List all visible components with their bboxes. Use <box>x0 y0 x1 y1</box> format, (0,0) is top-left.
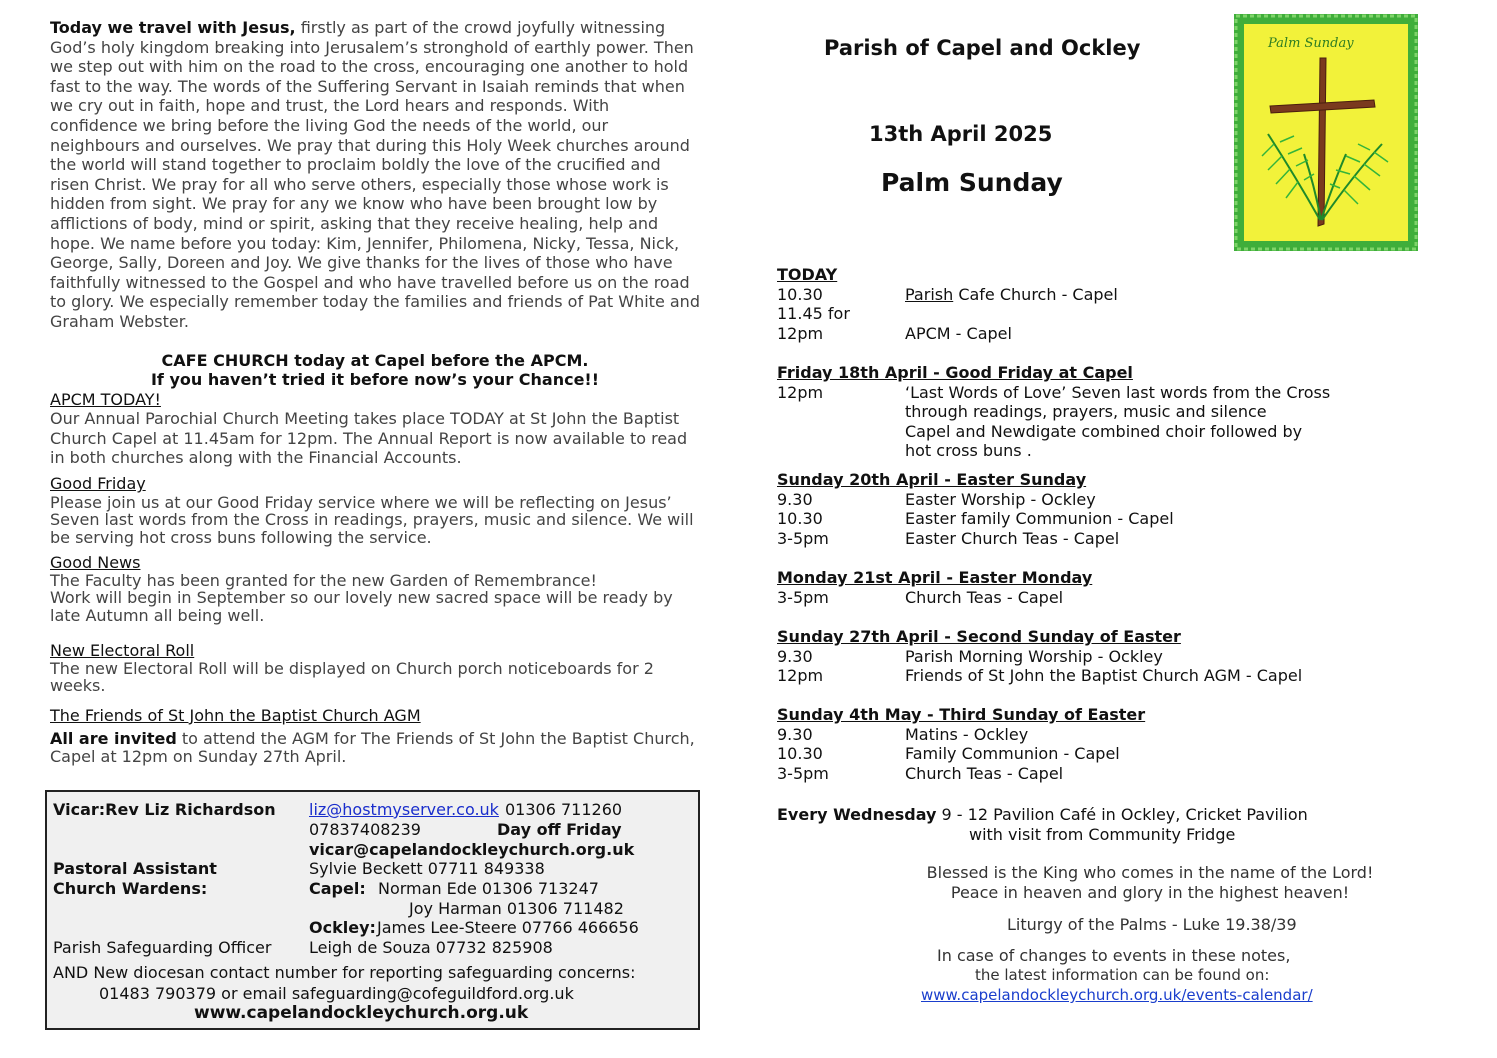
desc <box>905 285 1118 305</box>
parish-title: Parish of Capel and Ockley <box>824 36 1141 60</box>
friends-agm-heading: The Friends of St John the Baptist Church AGM <box>50 705 421 725</box>
verse-line-2: Peace in heaven and glory in the highest heaven! <box>950 883 1350 902</box>
pastoral-value: Sylvie Beckett 07711 849338 <box>309 859 545 878</box>
wednesday-lead: Every Wednesday <box>777 805 937 824</box>
good-friday-heading: Good Friday <box>50 474 146 494</box>
vicar-phone: 01306 711260 <box>505 800 623 819</box>
time: 11.45 for <box>777 304 850 324</box>
schedule-row <box>777 422 1377 442</box>
desc: Easter Church Teas - Capel <box>905 528 1120 548</box>
service-date: 13th April 2025 <box>869 122 1053 146</box>
schedule-row <box>777 666 1377 686</box>
diocesan-line-1: AND New diocesan contact number for reporting safeguarding concerns: <box>53 963 636 982</box>
good-friday-section <box>777 363 1377 461</box>
left-column <box>50 18 700 766</box>
schedule-row <box>777 490 1377 510</box>
third-sunday-section <box>777 705 1377 783</box>
electoral-roll-body: The new Electoral Roll will be displayed on Church porch noticeboards for 2 weeks. <box>50 658 654 696</box>
good-news-line-2: Work will begin in September so our lovely new sacred space will be ready by late Autumn all being well. <box>50 588 673 625</box>
good-friday-body: Please join us at our Good Friday service where we will be reflecting on Jesus’ Seven last words from the Cross in readings, prayers, music and silence. We will be serving hot cross buns following the service. <box>50 492 694 547</box>
schedule-row <box>777 383 1377 403</box>
changes-line-2: the latest information can be found on: <box>975 966 1270 984</box>
events-calendar-link[interactable]: www.capelandockleychurch.org.uk/events-calendar/ <box>921 986 1313 1004</box>
electoral-roll-heading: New Electoral Roll <box>50 641 195 661</box>
apcm-heading: APCM TODAY! <box>50 389 161 409</box>
friends-agm-body <box>50 730 700 766</box>
cafe-line-1: CAFE CHURCH today at Capel before the APCM. <box>161 350 589 370</box>
schedule-row <box>777 509 1377 529</box>
easter-heading: Sunday 20th April - Easter Sunday <box>777 470 1087 489</box>
good-news-line-1: The Faculty has been granted for the new Garden of Remembrance! <box>50 570 597 590</box>
desc: through readings, prayers, music and silence <box>905 402 1267 422</box>
safeguarding-value: Leigh de Souza 07732 825908 <box>309 938 553 957</box>
friends-agm-lead: All are invited <box>50 729 177 749</box>
changes-line-1: In case of changes to events in these notes, <box>937 946 1291 965</box>
desc-underlined: Parish <box>905 284 954 304</box>
image-caption: Palm Sunday <box>1268 36 1354 51</box>
schedule-row <box>777 529 1377 549</box>
desc: Easter family Communion - Capel <box>905 509 1174 529</box>
safeguarding-label: Parish Safeguarding Officer <box>53 938 272 957</box>
time: 12pm <box>777 323 824 343</box>
diocesan-line-2: 01483 790379 or email safeguarding@cofeguildford.org.uk <box>99 984 574 1003</box>
schedule-row <box>777 304 1377 324</box>
vicar-mobile: 07837408239 <box>309 820 421 839</box>
wednesday-line-1 <box>777 805 1308 825</box>
vicar-label: Vicar:Rev Liz Richardson <box>53 800 276 819</box>
wednesday-text: 9 - 12 Pavilion Café in Ockley, Cricket Pavilion <box>936 805 1308 824</box>
schedule-row <box>777 441 1377 461</box>
schedule-row <box>777 324 1377 344</box>
vicar-email-2: vicar@capelandockleychurch.org.uk <box>309 840 635 859</box>
friday-heading: Friday 18th April - Good Friday at Capel <box>777 363 1133 382</box>
second-sunday-section <box>777 627 1377 686</box>
schedule-row <box>777 725 1377 745</box>
desc: ‘Last Words of Love’ Seven last words from the Cross <box>905 382 1331 402</box>
desc: Easter Worship - Ockley <box>905 489 1096 509</box>
palm-cross-icon <box>1234 14 1418 251</box>
desc: hot cross buns . <box>905 441 1032 461</box>
cafe-line-2: If you haven’t tried it before now’s your Chance!! <box>150 370 600 390</box>
time: 10.30 <box>777 284 823 304</box>
time: 3-5pm <box>777 528 829 548</box>
verse-reference: Liturgy of the Palms - Luke 19.38/39 <box>1007 915 1297 934</box>
good-news-heading: Good News <box>50 553 141 573</box>
time: 10.30 <box>777 509 823 529</box>
third-heading: Sunday 4th May - Third Sunday of Easter <box>777 705 1146 724</box>
friends-agm-text: to attend the AGM for The Friends of St John the Baptist Church, Capel at 12pm on Sunday 27th April. <box>50 729 695 767</box>
desc: Friends of St John the Baptist Church AGM - Capel <box>905 666 1303 686</box>
easter-sunday-section <box>777 470 1377 548</box>
desc: Family Communion - Capel <box>905 744 1120 764</box>
intro-paragraph <box>50 18 700 332</box>
vicar-email-link[interactable]: liz@hostmyserver.co.uk <box>309 800 499 819</box>
time: 12pm <box>777 666 824 686</box>
time: 10.30 <box>777 744 823 764</box>
schedule-row <box>777 285 1377 305</box>
time: 3-5pm <box>777 763 829 783</box>
desc: Matins - Ockley <box>905 724 1029 744</box>
today-heading: TODAY <box>777 265 838 284</box>
time: 12pm <box>777 382 824 402</box>
desc: APCM - Capel <box>905 323 1012 343</box>
pastoral-label: Pastoral Assistant <box>53 859 217 878</box>
second-heading: Sunday 27th April - Second Sunday of Easter <box>777 627 1181 646</box>
schedule-row <box>777 764 1377 784</box>
intro-lead: Today we travel with Jesus, <box>50 18 296 37</box>
apcm-body: Our Annual Parochial Church Meeting takes place TODAY at St John the Baptist Church Capel at 11.45am for 12pm. The Annual Report is now available to read in both churches along with the Financial Accounts. <box>50 409 688 468</box>
schedule-row <box>777 402 1377 422</box>
capel-label: Capel: <box>309 879 366 898</box>
time: 9.30 <box>777 646 813 666</box>
schedule-row <box>777 647 1377 667</box>
desc: Church Teas - Capel <box>905 587 1064 607</box>
website: www.capelandockleychurch.org.uk <box>194 1003 529 1023</box>
desc: Church Teas - Capel <box>905 763 1064 783</box>
desc-text: Cafe Church - Capel <box>953 284 1118 304</box>
schedule-row <box>777 744 1377 764</box>
capel-warden-2: Joy Harman 01306 711482 <box>409 899 624 918</box>
time: 9.30 <box>777 724 813 744</box>
schedule-row <box>777 588 1377 608</box>
intro-body: firstly as part of the crowd joyfully witnessing God’s holy kingdom breaking into Jerusalem’s stronghold of earthly power. Then we step out with him on the road to the cross, encouraging one another to hold fast to the way. The words of the Suffering Servant in Isaiah reminds that when we cry out in faith, hope and trust, the Lord hears and responds. With confidence we bring before the living God the needs of the world, our neighbours and ourselves. We pray that during this Holy Week churches around the world will stand together to proclaim boldly the love of the crucified and risen Christ. We pray for all who serve others, especially those whose work is hidden from sight. We pray for any we know who have been brought low by afflictions of body, mind or spirit, asking that they receive healing, help and hope. We name before you today: Kim, Jennifer, Philomena, Nicky, Tessa, Nick, George, Sally, Doreen and Joy. We give thanks for the lives of those who have faithfully witnessed to the Gospel and who have travelled before us on the road to glory. We especially remember today the families and friends of Pat White and Graham Webster. <box>50 18 700 331</box>
capel-warden-1: Norman Ede 01306 713247 <box>378 879 599 898</box>
palm-sunday-illustration <box>1234 14 1418 251</box>
wednesday-line-2: with visit from Community Fridge <box>969 825 1236 844</box>
easter-monday-section <box>777 568 1377 607</box>
day-off: Day off Friday <box>497 820 622 839</box>
time: 9.30 <box>777 489 813 509</box>
verse-line-1: Blessed is the King who comes in the name of the Lord! <box>926 863 1374 882</box>
monday-heading: Monday 21st April - Easter Monday <box>777 568 1093 587</box>
today-section <box>777 265 1377 343</box>
desc: Capel and Newdigate combined choir followed by <box>905 421 1303 441</box>
time: 3-5pm <box>777 587 829 607</box>
page-title: Palm Sunday <box>881 168 1063 197</box>
ockley-label: Ockley: <box>309 918 376 937</box>
contact-box <box>45 790 700 1030</box>
desc: Parish Morning Worship - Ockley <box>905 646 1163 666</box>
wardens-label: Church Wardens: <box>53 879 208 898</box>
ockley-warden: James Lee-Steere 07766 466656 <box>377 918 639 937</box>
